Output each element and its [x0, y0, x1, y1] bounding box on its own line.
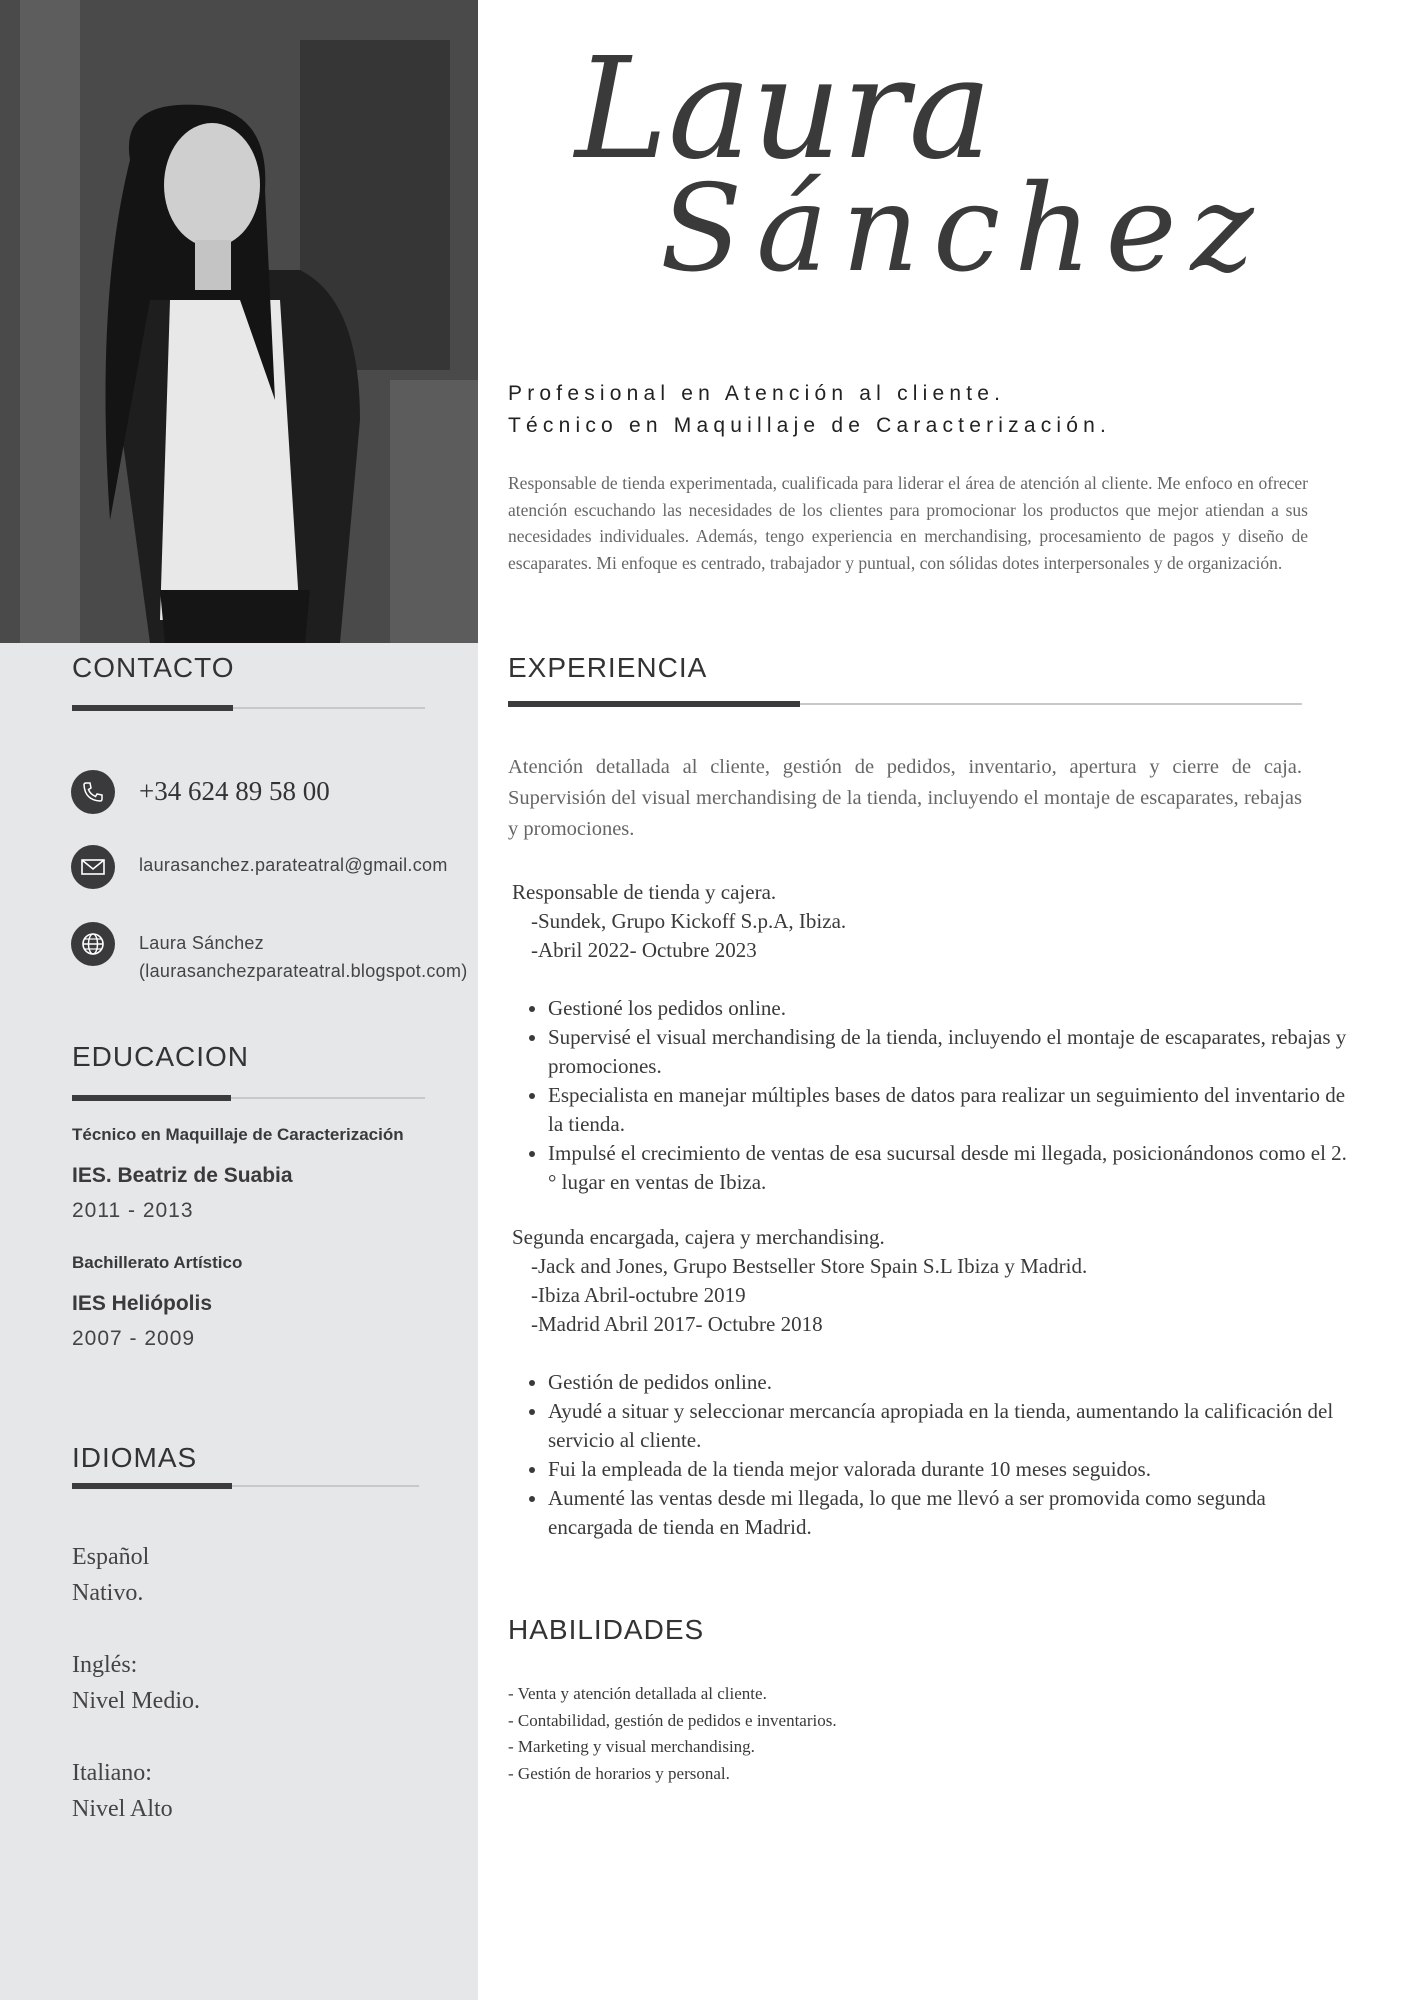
contact-phone[interactable]: +34 624 89 58 00 — [139, 776, 330, 806]
phone-icon — [71, 770, 115, 814]
language-item — [72, 1755, 173, 1827]
job-entry — [512, 1223, 1352, 1542]
skills-list — [508, 1681, 837, 1787]
job-detail: -Ibiza Abril-octubre 2019 — [531, 1283, 746, 1307]
language-name: Español — [72, 1544, 150, 1570]
skills-heading: HABILIDADES — [508, 1614, 705, 1645]
job-title: Responsable de tienda y cajera. — [512, 880, 777, 904]
website-url[interactable]: (laurasanchezparateatral.blogspot.com) — [139, 961, 468, 981]
job-bullet: • Gestioné los pedidos online. — [548, 994, 1352, 1023]
experience-heading-bar — [508, 701, 800, 707]
job-bullets — [512, 994, 1352, 1197]
job-entry — [512, 878, 1352, 1197]
name-last: Sánchez — [660, 160, 1268, 299]
language-item — [72, 1647, 200, 1719]
contact-heading-bar — [72, 705, 233, 711]
headline-line: Técnico en Maquillaje de Caracterización. — [508, 414, 1112, 437]
job-detail: -Jack and Jones, Grupo Bestseller Store Spain S.L Ibiza y Madrid. — [531, 1254, 1088, 1278]
skill-item: - Venta y atención detallada al cliente. — [508, 1684, 767, 1703]
languages-heading-line — [232, 1485, 419, 1487]
education-heading: EDUCACION — [72, 1041, 250, 1072]
language-name: Italiano: — [72, 1760, 152, 1786]
profile-photo-image — [0, 0, 478, 643]
languages-heading: IDIOMAS — [72, 1442, 198, 1473]
education-heading-bar — [72, 1095, 231, 1101]
job-detail: -Sundek, Grupo Kickoff S.p.A, Ibiza. — [531, 909, 847, 933]
language-name: Inglés: — [72, 1652, 138, 1678]
job-detail: -Abril 2022- Octubre 2023 — [531, 938, 757, 962]
globe-icon — [71, 922, 115, 966]
job-bullet: • Aumenté las ventas desde mi llegada, lo que me llevó a ser promovida como segunda encargada de tienda en Madrid. — [548, 1484, 1352, 1542]
experience-heading: EXPERIENCIA — [508, 652, 708, 683]
education-school: IES Heliópolis — [72, 1292, 213, 1315]
education-heading-line — [231, 1097, 425, 1099]
headline-line: Profesional en Atención al cliente. — [508, 382, 1006, 405]
job-bullet: • Impulsé el crecimiento de ventas de esa sucursal desde mi llegada, posicionándonos como el 2.° lugar en ventas de Ibiza. — [548, 1139, 1352, 1197]
language-level: Nativo. — [72, 1580, 144, 1606]
skill-item: - Gestión de horarios y personal. — [508, 1763, 730, 1783]
education-years: 2011 - 2013 — [72, 1199, 194, 1222]
summary: Responsable de tienda experimentada, cualificada para liderar el área de atención al cliente. Me enfoco en ofrecer atención escuchando las necesidades de los clientes para promocionar los productos que mejor atiendan a sus necesidades individuales. Además, tengo experiencia en merchandising, procesamiento de pagos y diseño de escaparates. Mi enfoque es centrado, trabajador y puntual, con sólidas dotes interpersonales y de organización. — [508, 473, 1308, 573]
mail-icon — [71, 845, 115, 889]
education-school: IES. Beatriz de Suabia — [72, 1164, 293, 1187]
job-bullet: • Gestión de pedidos online. — [548, 1368, 1352, 1397]
language-item — [72, 1539, 149, 1611]
experience-heading-line — [800, 703, 1302, 705]
skill-item: - Marketing y visual merchandising. — [508, 1737, 755, 1756]
profile-photo — [0, 0, 478, 643]
job-title: Segunda encargada, cajera y merchandising. — [512, 1225, 885, 1249]
education-title: Técnico en Maquillaje de Caracterización — [72, 1125, 404, 1144]
experience-intro: Atención detallada al cliente, gestión de pedidos, inventario, apertura y cierre de caja. Supervisión del visual merchandising de la tienda, incluyendo el montaje de escaparates, rebajas y promociones. — [508, 756, 1302, 840]
languages-heading-bar — [72, 1483, 232, 1489]
contact-website[interactable] — [139, 929, 468, 985]
headline — [508, 378, 1111, 442]
skill-item: - Contabilidad, gestión de pedidos e inventarios. — [508, 1710, 837, 1730]
language-level: Nivel Alto — [72, 1796, 173, 1822]
job-bullets — [512, 1368, 1352, 1542]
job-detail: -Madrid Abril 2017- Octubre 2018 — [531, 1312, 823, 1336]
language-level: Nivel Medio. — [72, 1688, 200, 1714]
contact-email[interactable]: laurasanchez.parateatral@gmail.com — [139, 855, 448, 875]
job-bullet: • Ayudé a situar y seleccionar mercancía apropiada en la tienda, aumentando la calificación del servicio al cliente. — [548, 1397, 1352, 1455]
job-bullet: • Fui la empleada de la tienda mejor valorada durante 10 meses seguidos. — [548, 1455, 1352, 1484]
job-bullet: • Supervisé el visual merchandising de la tienda, incluyendo el montaje de escaparates, rebajas y promociones. — [548, 1023, 1352, 1081]
contact-heading: CONTACTO — [72, 652, 235, 683]
education-title: Bachillerato Artístico — [72, 1253, 243, 1272]
website-name: Laura Sánchez — [139, 933, 264, 953]
education-years: 2007 - 2009 — [72, 1327, 196, 1350]
name-first: Laura — [575, 28, 992, 191]
job-bullet: • Especialista en manejar múltiples bases de datos para realizar un seguimiento del inventario de la tienda. — [548, 1081, 1352, 1139]
contact-heading-line — [233, 707, 425, 709]
